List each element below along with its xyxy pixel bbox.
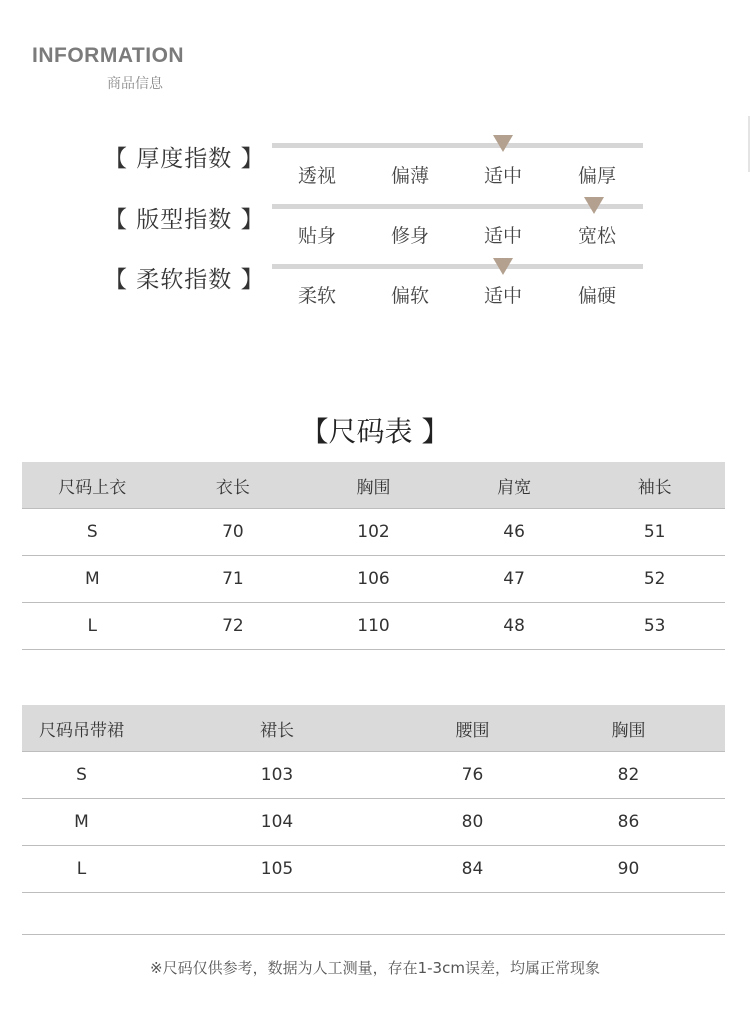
- table-row: [22, 509, 725, 556]
- table-header-row: [22, 462, 725, 509]
- header-cell: 胸围: [303, 462, 444, 509]
- softness-option: 偏硬: [577, 285, 616, 307]
- thickness-index-label: 【 厚度指数 】: [104, 146, 265, 172]
- table-cell: 46: [444, 509, 585, 556]
- table-cell: 86: [532, 799, 725, 846]
- table-cell: 48: [444, 603, 585, 650]
- softness-index-label: 【 柔软指数 】: [104, 267, 265, 293]
- header-cell: 胸围: [532, 705, 725, 752]
- table-cell: L: [22, 603, 163, 650]
- header-cell: 尺码上衣: [22, 462, 163, 509]
- table-cell: 53: [584, 603, 725, 650]
- table-row: [22, 603, 725, 650]
- thickness-marker-icon: [493, 135, 513, 152]
- thickness-option: 偏厚: [577, 165, 616, 187]
- table-cell: S: [22, 509, 163, 556]
- header-cell: 裙长: [141, 705, 413, 752]
- table-cell: 71: [163, 556, 304, 603]
- table-row: [22, 556, 725, 603]
- table-cell: 80: [413, 799, 532, 846]
- header-cell: 袖长: [584, 462, 725, 509]
- softness-option: 适中: [483, 285, 522, 307]
- table-cell: 104: [141, 799, 413, 846]
- info-title: INFORMATION: [32, 44, 185, 67]
- top-size-table: [22, 462, 725, 650]
- size-note: ※尺码仅供参考，数据为人工测量，存在1-3cm误差，均属正常现象: [150, 959, 600, 977]
- info-subtitle: 商品信息: [107, 76, 163, 92]
- thickness-scale-bar: [272, 143, 643, 148]
- table-row: [22, 752, 725, 799]
- table-cell: 84: [413, 846, 532, 893]
- fit-index-label: 【 版型指数 】: [104, 207, 265, 233]
- table-cell: 72: [163, 603, 304, 650]
- softness-scale-bar: [272, 264, 643, 269]
- table-cell: 70: [163, 509, 304, 556]
- table-header-row: [22, 705, 725, 752]
- table-cell: 102: [303, 509, 444, 556]
- softness-option: 柔软: [297, 285, 336, 307]
- dress-size-table: [22, 705, 725, 893]
- table-cell: 47: [444, 556, 585, 603]
- table-cell: 52: [584, 556, 725, 603]
- header-cell: 衣长: [163, 462, 304, 509]
- fit-option: 修身: [390, 225, 429, 247]
- size-chart-title: 【尺码表 】: [300, 415, 450, 448]
- softness-marker-icon: [493, 258, 513, 275]
- table-cell: 110: [303, 603, 444, 650]
- bottom-divider: [22, 934, 725, 935]
- thickness-option: 适中: [483, 165, 522, 187]
- table-cell: 76: [413, 752, 532, 799]
- table-cell: M: [22, 556, 163, 603]
- table-cell: 90: [532, 846, 725, 893]
- fit-option: 适中: [483, 225, 522, 247]
- fit-option: 贴身: [297, 225, 336, 247]
- table-row: [22, 846, 725, 893]
- table-cell: L: [22, 846, 141, 893]
- table-cell: 105: [141, 846, 413, 893]
- table-cell: 106: [303, 556, 444, 603]
- thickness-option: 偏薄: [390, 165, 429, 187]
- fit-option: 宽松: [577, 225, 616, 247]
- table-cell: S: [22, 752, 141, 799]
- fit-marker-icon: [584, 197, 604, 214]
- header-cell: 腰围: [413, 705, 532, 752]
- table-row: [22, 799, 725, 846]
- thickness-option: 透视: [297, 165, 336, 187]
- table-cell: M: [22, 799, 141, 846]
- table-cell: 51: [584, 509, 725, 556]
- header-cell: 尺码吊带裙: [22, 705, 141, 752]
- table-cell: 103: [141, 752, 413, 799]
- table-cell: 82: [532, 752, 725, 799]
- header-cell: 肩宽: [444, 462, 585, 509]
- softness-option: 偏软: [390, 285, 429, 307]
